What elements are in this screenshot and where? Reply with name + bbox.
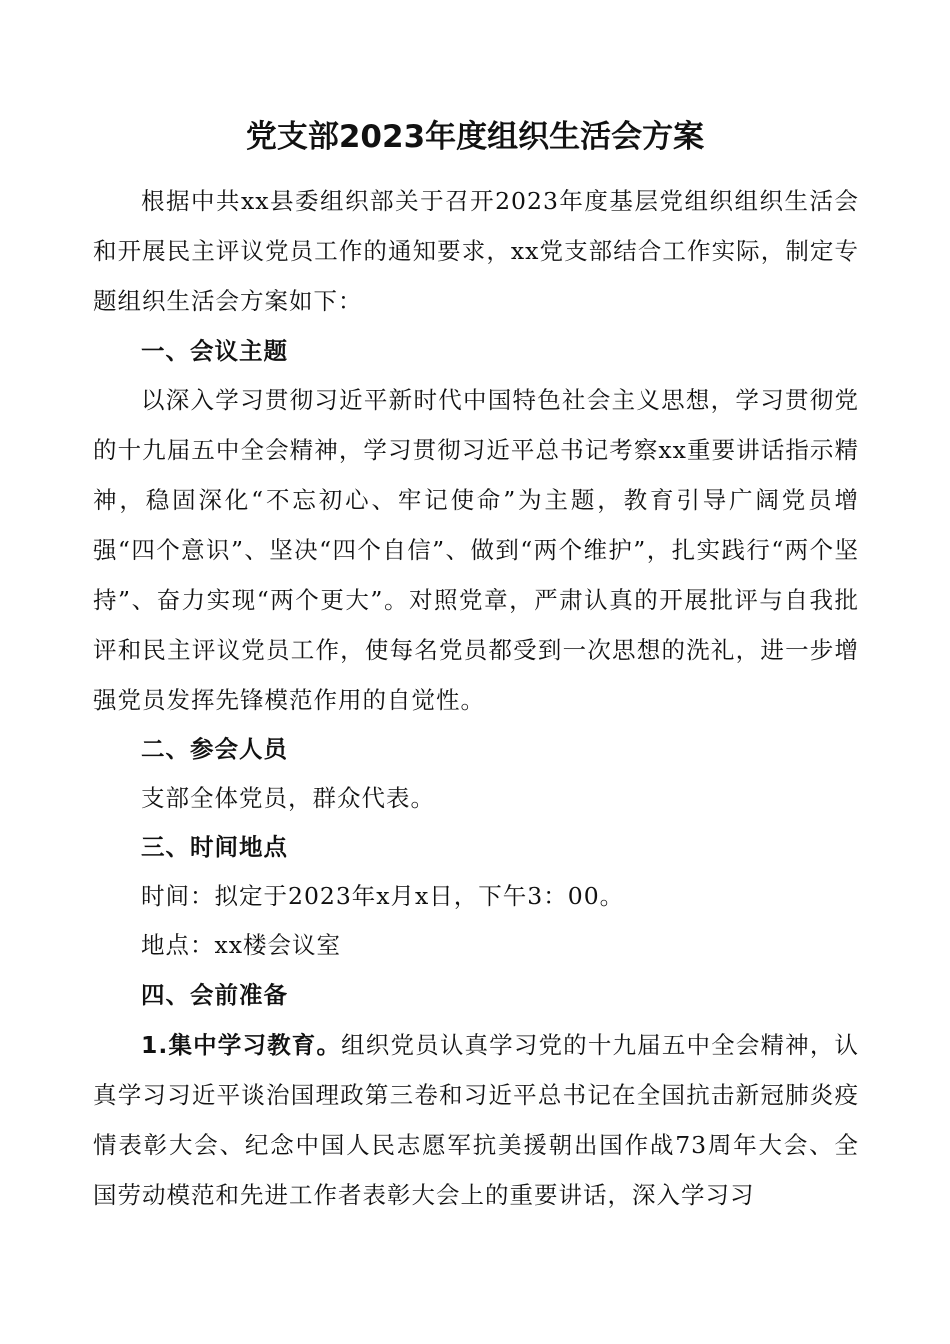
intro-paragraph: 根据中共xx县委组织部关于召开2023年度基层党组织组织生活会和开展民主评议党员工作的通知要求，xx党支部结合工作实际，制定专题组织生活会方案如下：	[93, 187, 859, 315]
attendees-text: 支部全体党员，群众代表。	[141, 784, 435, 812]
section-heading-theme: 一、会议主题	[141, 337, 288, 365]
section-heading-attendees: 二、参会人员	[141, 735, 288, 763]
place-text: 地点：xx楼会议室	[141, 931, 342, 959]
theme-paragraph: 以深入学习贯彻习近平新时代中国特色社会主义思想，学习贯彻党的十九届五中全会精神，学习贯彻习近平总书记考察xx重要讲话指示精神，稳固深化“不忘初心、牢记使命”为主题，教育引导广阔党员增强“四个意识”、坚决“四个自信”、做到“两个维护”，扎实践行“两个坚持”、奋力实现“两个更大”。对照党章，严肃认真的开展批评与自我批评和民主评议党员工作，使每名党员都受到一次思想的洗礼，进一步增强党员发挥先锋模范作用的自觉性。	[93, 386, 859, 714]
preparation-item-1-lead: 1.集中学习教育。	[141, 1031, 342, 1059]
time-text: 时间：拟定于2023年x月x日，下午3：00。	[141, 882, 625, 910]
section-heading-preparation: 四、会前准备	[141, 981, 288, 1009]
preparation-item-1	[93, 1020, 859, 1220]
page-title: 党支部2023年度组织生活会方案	[245, 119, 705, 155]
section-heading-time-place: 三、时间地点	[141, 833, 288, 861]
preparation-item-1-body: 组织党员认真学习党的十九届五中全会精神，认真学习习近平谈治国理政第三卷和习近平总书记在全国抗击新冠肺炎疫情表彰大会、纪念中国人民志愿军抗美援朝出国作战73周年大会、全国劳动模范和先进工作者表彰大会上的重要讲话，深入学习习	[93, 1031, 860, 1209]
